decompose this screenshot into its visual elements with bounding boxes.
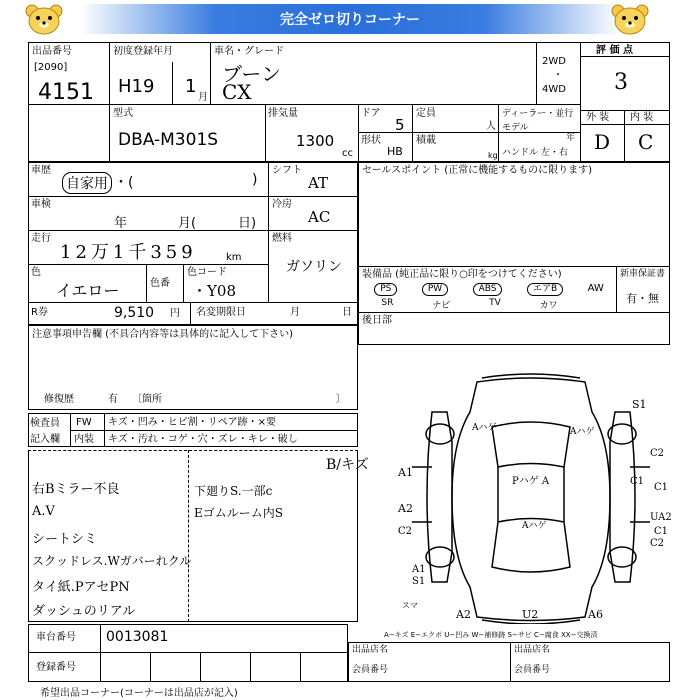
lot-number: 4151 (38, 80, 94, 105)
history-label: 車歴 (31, 165, 51, 176)
checker-fw: FW (76, 417, 92, 428)
remark-right-1: 下廻りS.一部c (194, 484, 273, 498)
checker-label2: 記入欄 (30, 434, 60, 445)
lot-code: [2090] (34, 62, 68, 73)
load-unit: kg (488, 151, 498, 160)
recycle-unit: 円 (170, 308, 180, 319)
displacement-value: 1300 (296, 132, 335, 150)
history-close: ) (252, 172, 258, 188)
mark-a6-bottom: A6 (588, 608, 603, 621)
exterior-label: 外 装 (586, 112, 610, 123)
mark-a2-bottom: A2 (456, 608, 471, 621)
footer-label: 希望出品コーナー(コーナーは出品店が記入) (40, 688, 238, 699)
equip-airbag: エアB (527, 283, 563, 296)
equipment-label: 装備品 (純正品に限り○印をつけてください) (362, 269, 562, 280)
remark-right-top: B/キズ (326, 457, 369, 473)
repair-close: 〕 (336, 394, 346, 405)
sales-point-label: セールスポイント (正常に機能するものに限ります) (362, 165, 593, 176)
mark-c2-left: C2 (398, 526, 413, 537)
drive-2wd: 2WD (542, 56, 566, 67)
rating-label: 評 価 点 (596, 45, 633, 56)
color-code-label: 色コード (187, 267, 227, 278)
history-value: 自家用 (62, 172, 112, 194)
interior-label: 内 装 (630, 112, 654, 123)
capacity-label: 定員 (416, 108, 436, 119)
checker-fw-items: キズ・凹み・ヒビ割・リペア跡・×要 (108, 417, 276, 428)
mark-a-hage-left: Aハゲ (472, 423, 497, 433)
mark-c2-right-top: C2 (650, 448, 665, 459)
aircon-label: 冷房 (272, 199, 292, 210)
sign1-sub: 会員番号 (352, 665, 389, 675)
model-year-label: モデル (502, 123, 529, 133)
checker-inner-items: キズ・汚れ・コゲ・穴・ズレ・キレ・破し (108, 434, 298, 445)
equip-ps: PS (374, 283, 397, 296)
inspection-day: 日) (238, 216, 257, 231)
remark-6: ダッシュのリアル (32, 604, 136, 619)
recycle-label: R券 (31, 307, 48, 318)
shape-label: 形状 (361, 135, 381, 146)
first-reg-month: 1 (185, 76, 197, 97)
sign2-sub: 会員番号 (514, 665, 551, 675)
equip-pw: PW (422, 283, 448, 296)
repair-label: 修復歴 (44, 394, 74, 405)
rear-seat-label: 後日部 (362, 315, 392, 326)
handle-label: ハンドル 左・右 (502, 148, 568, 158)
equip-navi: ナビ (432, 301, 451, 311)
remark-1: 右Bミラー不良 (32, 482, 120, 497)
model-value: DBA-M301S (118, 130, 219, 150)
remark-right-2: Eゴムルーム内S (194, 506, 283, 520)
mark-a1-left-low: A1 (412, 564, 426, 575)
mileage-unit: km (226, 252, 242, 263)
mark-a2-left: A2 (398, 502, 413, 515)
mileage-label: 走行 (31, 233, 51, 244)
car-name: ブーン (222, 62, 281, 86)
sign2-label: 出品店名 (514, 645, 551, 655)
inspection-label: 車検 (31, 199, 51, 210)
remark-3: シートシミ (32, 532, 98, 547)
mark-u2-bottom: U2 (522, 608, 539, 621)
drive-dot: ・ (553, 70, 563, 81)
diagram-legend: A−キズ E−エクボ U−凹み W−補修跡 S−サビ C−腐食 XX−交換済 (384, 631, 598, 639)
mark-a-hage-right: Aハゲ (570, 427, 595, 437)
rating-score: 3 (614, 70, 628, 95)
mark-c1-right-low: C1 (654, 526, 669, 537)
aircon-value: AC (308, 208, 331, 226)
history-rest: ・( (114, 175, 134, 191)
color-code: ・Y08 (192, 282, 237, 300)
mark-p-hage: Pハゲ A (512, 476, 550, 487)
remark-5: タイ紙.PアセPN (32, 580, 130, 595)
model-year-unit: 年 (566, 133, 576, 143)
drive-4wd: 4WD (542, 84, 566, 95)
sign1-label: 出品店名 (352, 645, 389, 655)
mark-ua2-right: UA2 (650, 512, 672, 523)
name-change-month: 月 (290, 307, 300, 318)
car-name-label: 車名・グレード (214, 46, 284, 57)
mark-c1-center: C1 (630, 476, 645, 487)
lot-label: 出品番号 (32, 46, 72, 57)
capacity-unit: 人 (486, 121, 496, 132)
doors-label: ドア (361, 108, 381, 119)
displacement-unit: cc (342, 148, 353, 159)
first-reg-label: 初度登録年月 (113, 46, 173, 57)
chassis-value: 0013081 (106, 629, 169, 645)
bear-mascot-left (22, 3, 66, 37)
tax-label: 新車保証書 (620, 269, 666, 279)
mark-a-hage-bottom: Aハゲ (522, 521, 547, 531)
shift-label: シフト (272, 165, 302, 176)
checker-label: 検査員 (30, 418, 60, 429)
recycle-value: 9,510 (114, 305, 155, 321)
equip-leather: カワ (539, 301, 558, 311)
repair-place: 〔箇所 (132, 394, 162, 405)
checker-inner: 内装 (74, 434, 94, 445)
tax-value: 有・無 (626, 292, 659, 305)
equipment-row2 (362, 298, 616, 311)
car-grade: CX (222, 80, 252, 104)
interior-grade: C (638, 130, 654, 154)
dealer-label: ディーラー・並行 (502, 109, 574, 119)
shift-value: AT (308, 174, 329, 192)
mark-c2-right-low: C2 (650, 538, 665, 549)
fuel-label: 燃料 (272, 233, 292, 244)
first-reg-era: H19 (118, 76, 155, 97)
banner-title: 完全ゼロ切りコーナー (280, 12, 420, 28)
repair-value: 有 (108, 394, 118, 405)
name-change-day: 日 (342, 307, 352, 318)
shape-value: HB (387, 145, 403, 158)
first-reg-month-unit: 月 (198, 92, 208, 103)
equip-sr: SR (381, 298, 394, 308)
equipment-row1 (362, 283, 616, 296)
inspection-year: 年 (114, 216, 128, 231)
color-value: イエロー (56, 281, 120, 300)
bear-mascot-right (608, 3, 652, 37)
name-change-label: 名変期限日 (196, 307, 246, 318)
chassis-label: 車台番号 (36, 632, 76, 643)
mark-suma: スマ (402, 601, 418, 610)
reg-no-label: 登録番号 (36, 662, 76, 673)
color-label: 色 (31, 267, 41, 278)
color-num-label: 色番 (150, 278, 170, 289)
exterior-grade: D (594, 130, 611, 154)
car-damage-diagram (392, 372, 670, 624)
mark-s1-left: S1 (412, 576, 426, 587)
mileage-value: 12万1千359 (60, 242, 197, 263)
fuel-value: ガソリン (286, 259, 342, 275)
doors-value: 5 (395, 116, 405, 134)
equip-tv: TV (489, 298, 501, 308)
remark-4: スクッドレス.Wガバーれクル (32, 554, 192, 568)
notes-label: 注意事項申告欄 (不具合内容等は具体的に記入して下さい) (32, 329, 293, 340)
remark-2: A.V (32, 504, 55, 519)
mark-s1-top: S1 (632, 398, 647, 411)
displacement-label: 排気量 (268, 108, 298, 119)
model-label: 型式 (113, 108, 133, 119)
equip-abs: ABS (473, 283, 503, 296)
equip-aw: AW (587, 283, 604, 294)
mark-c1-right-mid: C1 (654, 482, 669, 493)
inspection-month: 月( (178, 216, 197, 231)
mark-a1-left: A1 (398, 466, 413, 479)
load-label: 積載 (416, 135, 436, 146)
